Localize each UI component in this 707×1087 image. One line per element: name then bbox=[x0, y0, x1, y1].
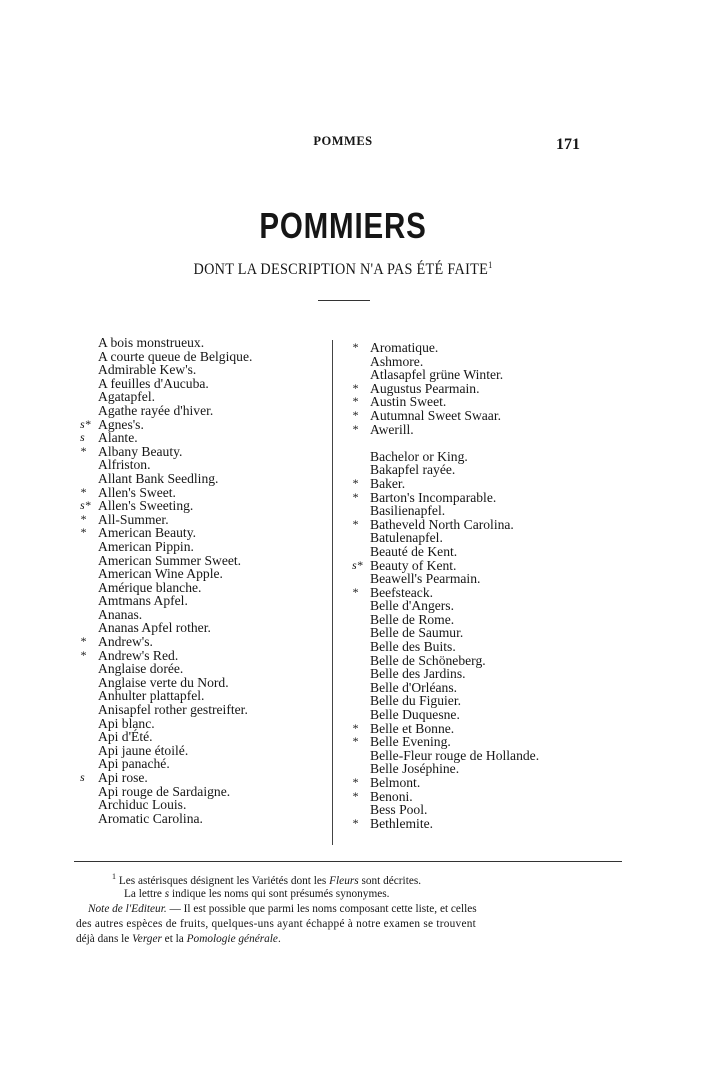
footnote-text: et la bbox=[161, 933, 187, 945]
variety-name: Autumnal Sweet Swaar. bbox=[370, 407, 502, 423]
variety-mark: * bbox=[80, 484, 86, 499]
list-item bbox=[352, 722, 612, 736]
list-item bbox=[352, 654, 612, 668]
list-item bbox=[80, 431, 330, 445]
variety-mark: * bbox=[352, 815, 358, 830]
variety-list-right bbox=[352, 341, 612, 830]
variety-name: Ashmore. bbox=[370, 353, 424, 369]
list-item bbox=[80, 594, 330, 608]
list-item bbox=[80, 676, 330, 690]
list-item bbox=[80, 703, 330, 717]
variety-name: Api d'Été. bbox=[98, 729, 153, 745]
list-item bbox=[352, 436, 612, 450]
variety-name: Amérique blanche. bbox=[98, 579, 202, 595]
list-item bbox=[80, 445, 330, 459]
variety-name: Belle de Schöneberg. bbox=[370, 652, 486, 668]
variety-name: Amtmans Apfel. bbox=[98, 593, 188, 609]
list-item bbox=[352, 613, 612, 627]
editor-note-line-3 bbox=[76, 933, 281, 945]
variety-name: Api rouge de Sardaigne. bbox=[98, 783, 231, 799]
variety-name: Allen's Sweet. bbox=[98, 484, 176, 500]
variety-name: Beauté de Kent. bbox=[370, 543, 458, 559]
variety-name: Andrew's. bbox=[98, 634, 153, 650]
variety-name: Belmont. bbox=[370, 775, 421, 790]
variety-mark: * bbox=[80, 443, 86, 458]
variety-mark: * bbox=[80, 647, 86, 662]
variety-name: Belle Duquesne. bbox=[370, 707, 460, 723]
variety-name: Allant Bank Seedling. bbox=[98, 470, 219, 486]
variety-mark: * bbox=[352, 380, 358, 395]
variety-list-left bbox=[80, 336, 330, 825]
list-item bbox=[80, 472, 330, 486]
title-rule bbox=[318, 300, 370, 301]
variety-name: Belle de Rome. bbox=[370, 611, 455, 627]
variety-name: Belle et Bonne. bbox=[370, 720, 455, 736]
variety-name: A feuilles d'Aucuba. bbox=[98, 375, 209, 391]
variety-name: Agathe rayée d'hiver. bbox=[98, 402, 214, 418]
variety-name: Belle Joséphine. bbox=[370, 761, 460, 777]
footnote-1 bbox=[112, 872, 421, 887]
variety-mark: * bbox=[352, 775, 358, 789]
list-item bbox=[80, 390, 330, 404]
column-divider bbox=[332, 340, 333, 845]
variety-name: Agatapfel. bbox=[98, 389, 155, 405]
variety-mark: * bbox=[352, 788, 358, 803]
variety-name: Belle du Figuier. bbox=[370, 693, 461, 709]
editor-note-line-1 bbox=[88, 903, 477, 915]
list-item bbox=[352, 586, 612, 600]
variety-mark: s bbox=[80, 430, 85, 445]
running-head: POMMES bbox=[313, 134, 373, 148]
variety-name: A courte queue de Belgique. bbox=[98, 348, 253, 364]
variety-name: Belle des Buits. bbox=[370, 639, 456, 655]
footnote-em: Fleurs bbox=[329, 874, 359, 887]
footnote-em: Pomologie générale bbox=[186, 933, 278, 945]
list-item bbox=[80, 350, 330, 364]
variety-name: Bethlemite. bbox=[370, 815, 434, 831]
variety-name: Belle des Jardins. bbox=[370, 666, 466, 682]
variety-mark: * bbox=[80, 511, 86, 526]
variety-name: Belle Evening. bbox=[370, 734, 451, 750]
list-item bbox=[352, 491, 612, 505]
footnote-text: Les astérisques désignent les Variétés dont les bbox=[118, 874, 330, 887]
variety-name: Beefsteack. bbox=[370, 584, 434, 600]
footnote-text: . bbox=[277, 933, 281, 945]
variety-name: American Summer Sweet. bbox=[98, 552, 242, 568]
list-item bbox=[352, 694, 612, 708]
variety-name: Batulenapfel. bbox=[370, 530, 443, 546]
list-item bbox=[352, 368, 612, 382]
list-item bbox=[352, 355, 612, 369]
list-item bbox=[80, 458, 330, 472]
variety-mark: * bbox=[80, 634, 86, 649]
variety-name: Anisapfel rother gestreifter. bbox=[98, 702, 248, 718]
list-item bbox=[80, 689, 330, 703]
list-item bbox=[352, 450, 612, 464]
list-item bbox=[352, 790, 612, 804]
footnote-text: — Il est possible que parmi les noms composant cette liste, et celles bbox=[166, 903, 477, 915]
list-item bbox=[80, 798, 330, 812]
variety-mark: * bbox=[352, 734, 358, 749]
variety-name: Albany Beauty. bbox=[98, 443, 183, 459]
variety-name: Ananas. bbox=[98, 606, 143, 622]
variety-name: Belle d'Orléans. bbox=[370, 679, 458, 695]
list-item bbox=[80, 662, 330, 676]
list-item bbox=[80, 486, 330, 500]
footnote-em: s bbox=[164, 888, 170, 900]
variety-name: American Beauty. bbox=[98, 525, 197, 541]
list-item bbox=[80, 404, 330, 418]
list-item bbox=[352, 640, 612, 654]
variety-name: Beauty of Kent. bbox=[370, 557, 457, 573]
variety-mark: * bbox=[352, 407, 358, 422]
list-item bbox=[80, 581, 330, 595]
variety-name: Aromatique. bbox=[370, 340, 439, 355]
footnote-2 bbox=[124, 888, 389, 900]
list-item bbox=[352, 667, 612, 681]
variety-name: Bess Pool. bbox=[370, 802, 428, 818]
list-item bbox=[80, 635, 330, 649]
list-item bbox=[352, 463, 612, 477]
variety-name: Andrew's Red. bbox=[98, 647, 179, 663]
variety-name: Api blanc. bbox=[98, 715, 155, 731]
variety-name: Belle d'Angers. bbox=[370, 598, 454, 614]
list-item bbox=[352, 817, 612, 831]
variety-name: Bakapfel rayée. bbox=[370, 462, 456, 478]
list-item bbox=[80, 621, 330, 635]
list-item bbox=[352, 749, 612, 763]
variety-name: Agnes's. bbox=[98, 416, 144, 432]
list-item bbox=[80, 649, 330, 663]
list-item bbox=[80, 540, 330, 554]
variety-mark: * bbox=[352, 516, 358, 531]
list-item bbox=[352, 423, 612, 437]
list-item bbox=[80, 499, 330, 513]
variety-name: Baker. bbox=[370, 475, 406, 491]
list-item bbox=[80, 757, 330, 771]
variety-name: American Wine Apple. bbox=[98, 566, 223, 582]
list-item bbox=[352, 762, 612, 776]
variety-name: Beawell's Pearmain. bbox=[370, 571, 481, 587]
subtitle-text: DONT LA DESCRIPTION N'A PAS ÉTÉ FAITE bbox=[193, 261, 489, 279]
variety-mark: * bbox=[352, 489, 358, 504]
footnote-em: Verger bbox=[132, 933, 162, 945]
variety-name: Awerill. bbox=[370, 421, 414, 437]
list-item bbox=[80, 363, 330, 377]
variety-name: Anglaise dorée. bbox=[98, 661, 184, 677]
variety-name: American Pippin. bbox=[98, 538, 194, 554]
list-item bbox=[352, 382, 612, 396]
editor-note-label: Note de l'Editeur. bbox=[88, 903, 167, 915]
footnote-ref: 1 bbox=[488, 260, 493, 270]
list-item bbox=[80, 785, 330, 799]
variety-name: Anhulter plattapfel. bbox=[98, 688, 205, 704]
variety-name: Archiduc Louis. bbox=[98, 797, 187, 813]
editor-note-line-2: des autres espèces de fruits, quelques-uns ayant échappé à notre examen se trouvent bbox=[76, 918, 476, 930]
footnote-rule bbox=[74, 861, 622, 862]
list-item bbox=[80, 554, 330, 568]
variety-mark: * bbox=[352, 475, 358, 490]
list-item bbox=[80, 567, 330, 581]
list-item bbox=[352, 803, 612, 817]
list-item bbox=[352, 681, 612, 695]
variety-name: Belle-Fleur rouge de Hollande. bbox=[370, 747, 540, 763]
page-subtitle bbox=[27, 260, 658, 279]
list-item bbox=[352, 735, 612, 749]
variety-mark: * bbox=[352, 720, 358, 735]
page-title: POMMIERS bbox=[259, 205, 427, 246]
list-item bbox=[80, 418, 330, 432]
list-item bbox=[352, 395, 612, 409]
variety-name: Alfriston. bbox=[98, 457, 151, 473]
list-item bbox=[352, 599, 612, 613]
footnote-text: La lettre bbox=[124, 888, 165, 900]
list-item bbox=[80, 513, 330, 527]
footnote-text: déjà dans le bbox=[76, 933, 133, 945]
list-item bbox=[352, 518, 612, 532]
variety-mark: * bbox=[352, 394, 358, 409]
list-item bbox=[352, 409, 612, 423]
list-item bbox=[80, 608, 330, 622]
list-item bbox=[352, 531, 612, 545]
variety-name: Api jaune étoilé. bbox=[98, 742, 189, 758]
variety-name: Api panaché. bbox=[98, 756, 170, 772]
list-item bbox=[352, 572, 612, 586]
page-number: 171 bbox=[556, 136, 580, 153]
list-item bbox=[352, 776, 612, 790]
variety-mark: s* bbox=[352, 557, 363, 572]
list-item bbox=[80, 744, 330, 758]
variety-mark: * bbox=[352, 584, 358, 599]
variety-name: Allen's Sweeting. bbox=[98, 498, 194, 514]
list-item bbox=[352, 626, 612, 640]
list-item bbox=[352, 504, 612, 518]
variety-name: Anglaise verte du Nord. bbox=[98, 674, 229, 690]
variety-name: Batheveld North Carolina. bbox=[370, 516, 514, 532]
variety-name: Aromatic Carolina. bbox=[98, 810, 203, 826]
variety-mark: s* bbox=[80, 416, 91, 431]
list-item bbox=[352, 545, 612, 559]
variety-mark: * bbox=[80, 525, 86, 540]
variety-name: Basilienapfel. bbox=[370, 503, 446, 519]
footnote-text: sont décrites. bbox=[358, 874, 422, 887]
list-item bbox=[352, 341, 612, 355]
list-item bbox=[80, 730, 330, 744]
variety-name: Api rose. bbox=[98, 770, 148, 785]
variety-name: Belle de Saumur. bbox=[370, 625, 464, 641]
list-item bbox=[80, 377, 330, 391]
variety-name: Ananas Apfel rother. bbox=[98, 620, 211, 636]
variety-name: Alante. bbox=[98, 430, 138, 446]
variety-mark: s bbox=[80, 770, 85, 784]
list-item bbox=[80, 336, 330, 350]
variety-name: Atlasapfel grüne Winter. bbox=[370, 367, 504, 383]
list-item bbox=[352, 477, 612, 491]
list-item bbox=[80, 771, 330, 785]
variety-name: A bois monstrueux. bbox=[98, 335, 205, 350]
variety-name: Bachelor or King. bbox=[370, 448, 468, 464]
variety-mark: * bbox=[352, 421, 358, 436]
variety-name: Barton's Incomparable. bbox=[370, 489, 497, 505]
variety-mark: s* bbox=[80, 498, 91, 513]
variety-name: Admirable Kew's. bbox=[98, 362, 197, 378]
list-item bbox=[352, 708, 612, 722]
variety-name: Augustus Pearmain. bbox=[370, 380, 480, 396]
list-item bbox=[352, 559, 612, 573]
variety-name: Austin Sweet. bbox=[370, 394, 447, 410]
footnote-mark: 1 bbox=[112, 872, 116, 881]
variety-mark: * bbox=[352, 340, 358, 354]
variety-name: Benoni. bbox=[370, 788, 413, 804]
variety-name: All-Summer. bbox=[98, 511, 169, 527]
list-item bbox=[80, 526, 330, 540]
list-item bbox=[80, 812, 330, 826]
footnote-text: indique les noms qui sont présumés synonymes. bbox=[169, 888, 390, 900]
